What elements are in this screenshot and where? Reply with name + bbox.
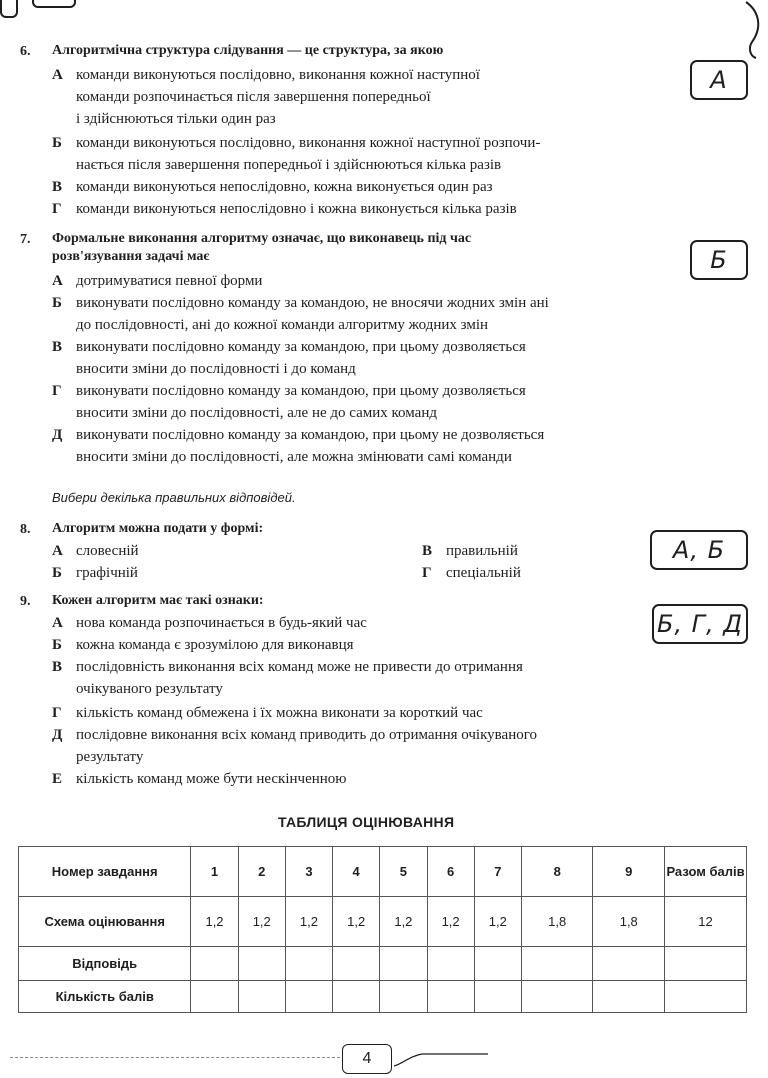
table-cell: 1,2 — [474, 897, 521, 947]
table-column-header: 7 — [474, 847, 521, 897]
question-title — [52, 40, 443, 62]
table-column-header: 9 — [593, 847, 665, 897]
table-cell: 1,2 — [238, 897, 285, 947]
table-total-cell: 12 — [665, 897, 747, 947]
multi-select-note: Вибери декілька правильних відповідей. — [52, 490, 296, 505]
question-number: 6. — [20, 44, 31, 59]
option-line: команди виконуються послідовно, виконання кожної наступної — [76, 67, 480, 83]
option-letter: Б — [52, 295, 62, 311]
score-input-cell[interactable] — [521, 981, 593, 1013]
option-line: послідовне виконання всіх команд приводить до отримання очікуваного — [76, 727, 538, 743]
answer-box[interactable]: Б — [690, 240, 748, 280]
table-column-header: 4 — [333, 847, 380, 897]
option-letter: Д — [52, 427, 63, 443]
option-letter: Б — [52, 135, 62, 151]
option-line: і здійснюються тільки один раз — [76, 111, 276, 127]
question-number: 7. — [20, 232, 31, 247]
table-total-header: Разом балів — [665, 847, 747, 897]
grading-table — [18, 846, 747, 1013]
option-line: графічній — [76, 565, 138, 581]
option-line: послідовність виконання всіх команд може не привести до отримання — [76, 659, 523, 675]
option-letter: А — [52, 615, 63, 631]
answer-input-cell[interactable] — [427, 947, 474, 981]
option-letter: Е — [52, 771, 63, 787]
option-letter: Г — [422, 565, 432, 581]
option-line: команди виконуються непослідовно, кожна виконується один раз — [76, 179, 493, 195]
table-cell: 1,8 — [521, 897, 593, 947]
option-line: вносити зміни до послідовності, але можна змінювати самі команди — [76, 449, 512, 465]
answer-input-cell[interactable] — [238, 947, 285, 981]
option-letter: А — [52, 67, 63, 83]
question-title — [52, 228, 471, 268]
table-column-header: 1 — [191, 847, 238, 897]
answer-input-cell[interactable] — [333, 947, 380, 981]
table-cell: 1,2 — [333, 897, 380, 947]
table-row — [19, 947, 747, 981]
question-title-line: Формальне виконання алгоритму означає, що виконавець під час — [52, 231, 472, 246]
answer-input-cell[interactable] — [521, 947, 593, 981]
score-input-cell[interactable] — [474, 981, 521, 1013]
top-corner-decor — [0, 0, 18, 18]
option-line: нова команда розпочинається в будь-який час — [76, 615, 367, 631]
score-input-cell[interactable] — [285, 981, 332, 1013]
score-input-cell[interactable] — [593, 981, 665, 1013]
score-input-cell[interactable] — [333, 981, 380, 1013]
answer-box[interactable]: А — [690, 60, 748, 100]
option-line: очікуваного результату — [76, 681, 223, 697]
answer-input-cell[interactable] — [285, 947, 332, 981]
option-letter: Г — [52, 383, 62, 399]
table-cell: 1,2 — [427, 897, 474, 947]
option-letter: Б — [52, 565, 62, 581]
table-column-header: 2 — [238, 847, 285, 897]
score-input-cell[interactable] — [665, 981, 747, 1013]
table-row — [19, 897, 747, 947]
table-cell: 1,2 — [285, 897, 332, 947]
table-row-label: Схема оцінювання — [19, 897, 191, 947]
table-header-row — [19, 847, 747, 897]
option-line: вносити зміни до послідовності і до команд — [76, 361, 356, 377]
question-title — [52, 590, 264, 612]
option-line: дотримуватися певної форми — [76, 273, 263, 289]
option-line: кожна команда є зрозумілою для виконавця — [76, 637, 354, 653]
question-title — [52, 518, 263, 540]
option-line: кількість команд обмежена і їх можна виконати за короткий час — [76, 705, 483, 721]
table-title: ТАБЛИЦЯ ОЦІНЮВАННЯ — [278, 814, 455, 830]
option-letter: В — [52, 179, 63, 195]
table-column-header: 8 — [521, 847, 593, 897]
option-line: виконувати послідовно команду за командою, при цьому не дозволяється — [76, 427, 545, 443]
question-title-line: Алгоритмічна структура слідування — це структура, за якою — [52, 43, 444, 58]
option-line: команди виконуються послідовно, виконання кожної наступної розпочи- — [76, 135, 541, 151]
option-line: виконувати послідовно команду за командою, не вносячи жодних змін ані — [76, 295, 549, 311]
page-number: 4 — [342, 1044, 392, 1074]
question-title-line: Кожен алгоритм має такі ознаки: — [52, 593, 264, 608]
answer-input-cell[interactable] — [474, 947, 521, 981]
table-row — [19, 981, 747, 1013]
option-line: команди розпочинається після завершення попередньої — [76, 89, 431, 105]
table-header-label: Номер завдання — [19, 847, 191, 897]
score-input-cell[interactable] — [191, 981, 238, 1013]
footer-dotted-line — [10, 1057, 340, 1058]
question-title-line: розв'язування задачі має — [52, 249, 210, 264]
score-input-cell[interactable] — [238, 981, 285, 1013]
option-letter: Д — [52, 727, 63, 743]
option-line: результату — [76, 749, 144, 765]
option-letter: Г — [52, 201, 62, 217]
footer-decor-line — [392, 1046, 492, 1070]
option-letter: А — [52, 273, 63, 289]
option-line: команди виконуються непослідовно і кожна виконується кілька разів — [76, 201, 517, 217]
scissors-icon — [738, 0, 768, 60]
table-cell: 1,8 — [593, 897, 665, 947]
table-column-header: 3 — [285, 847, 332, 897]
table-row-label: Кількість балів — [19, 981, 191, 1013]
option-letter: Г — [52, 705, 62, 721]
option-letter: В — [52, 659, 63, 675]
option-line: правильній — [446, 543, 518, 559]
option-line: словесній — [76, 543, 139, 559]
table-row-label: Відповідь — [19, 947, 191, 981]
table-cell: 1,2 — [191, 897, 238, 947]
option-letter: Б — [52, 637, 62, 653]
answer-box[interactable]: А, Б — [650, 530, 748, 570]
score-input-cell[interactable] — [380, 981, 427, 1013]
option-line: нається після завершення попередньої і здійснюються кілька разів — [76, 157, 502, 173]
option-line: спеціальній — [446, 565, 521, 581]
answer-input-cell[interactable] — [665, 947, 747, 981]
option-line: виконувати послідовно команду за командою, при цьому дозволяється — [76, 383, 526, 399]
question-title-line: Алгоритм можна подати у формі: — [52, 521, 264, 536]
answer-input-cell[interactable] — [191, 947, 238, 981]
answer-input-cell[interactable] — [380, 947, 427, 981]
score-input-cell[interactable] — [427, 981, 474, 1013]
option-letter: В — [422, 543, 433, 559]
question-number: 9. — [20, 594, 31, 609]
top-tab-decor — [32, 0, 76, 8]
option-line: кількість команд може бути нескінченною — [76, 771, 347, 787]
answer-input-cell[interactable] — [593, 947, 665, 981]
table-cell: 1,2 — [380, 897, 427, 947]
option-letter: А — [52, 543, 63, 559]
option-line: вносити зміни до послідовності, але не до самих команд — [76, 405, 437, 421]
table-column-header: 5 — [380, 847, 427, 897]
option-line: виконувати послідовно команду за командою, при цьому дозволяється — [76, 339, 526, 355]
question-number: 8. — [20, 522, 31, 537]
option-line: до послідовності, ані до кожної команди алгоритму жодних змін — [76, 317, 489, 333]
table-column-header: 6 — [427, 847, 474, 897]
option-letter: В — [52, 339, 63, 355]
answer-box[interactable]: Б, Г, Д — [652, 604, 748, 644]
